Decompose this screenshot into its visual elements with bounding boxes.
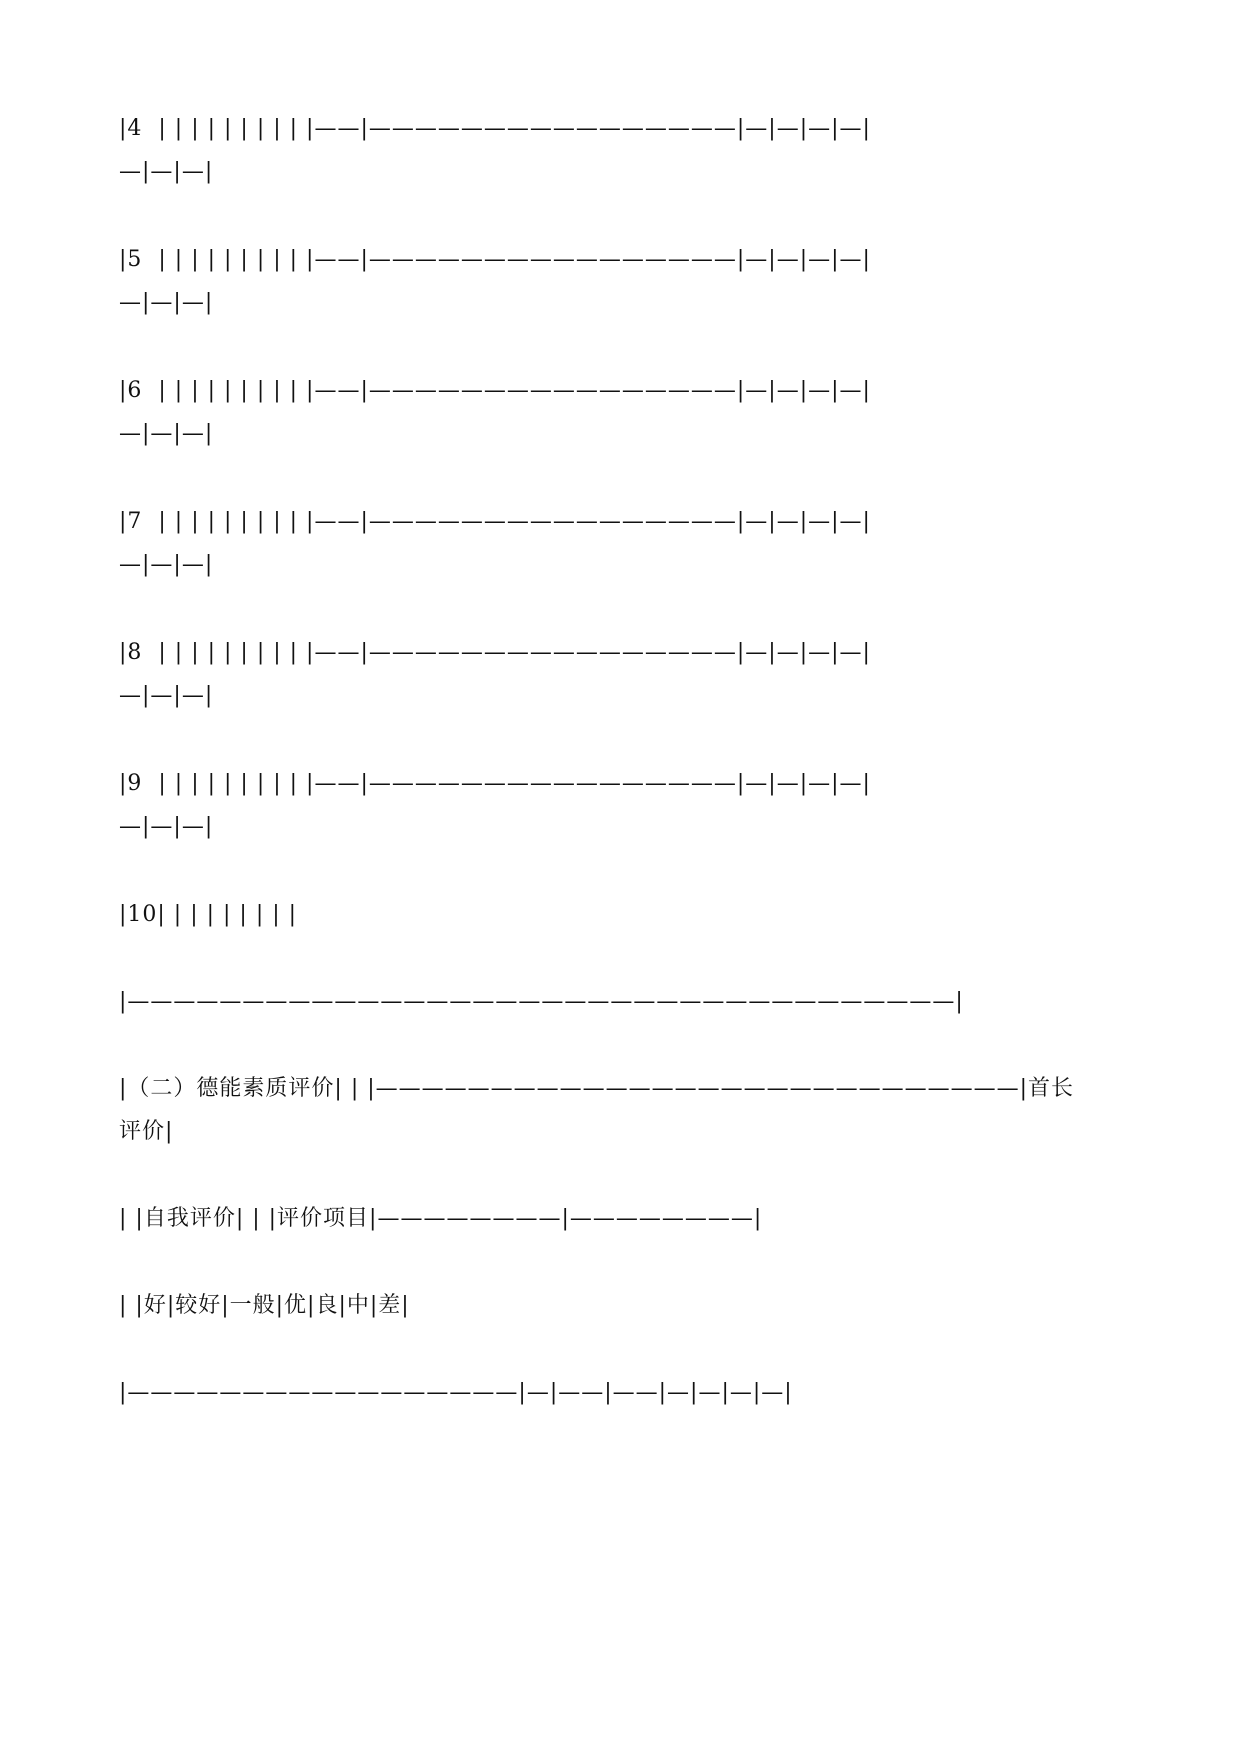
evaluation-header-row: | |自我评价| | |评价项目|————————|————————| <box>119 1206 763 1231</box>
table-row-4-continued: —|—|—| <box>119 159 214 184</box>
table-row-9-continued: —|—|—| <box>119 814 214 839</box>
section-heading-virtue-ability: |（二）德能素质评价| | |————————————————————————————|首长 <box>119 1076 1075 1101</box>
table-separator: |————————————————————————————————————| <box>119 989 964 1014</box>
grade-separator-row: |—————————————————|—|——|——|—|—|—|—| <box>119 1380 793 1405</box>
table-row-4: |4 | | | | | | | | | |——|————————————————|—|—|—|—| <box>119 116 871 141</box>
table-row-8-continued: —|—|—| <box>119 683 214 708</box>
table-row-8: |8 | | | | | | | | | |——|————————————————|—|—|—|—| <box>119 640 871 665</box>
table-row-6: |6 | | | | | | | | | |——|————————————————|—|—|—|—| <box>119 378 871 403</box>
section-heading-continued: 评价| <box>119 1119 174 1144</box>
table-row-7: |7 | | | | | | | | | |——|————————————————|—|—|—|—| <box>119 509 871 534</box>
table-row-5-continued: —|—|—| <box>119 290 214 315</box>
table-row-7-continued: —|—|—| <box>119 552 214 577</box>
table-row-6-continued: —|—|—| <box>119 421 214 446</box>
table-row-10: |10| | | | | | | | | <box>119 902 298 927</box>
grade-header-row: | |好|较好|一般|优|良|中|差| <box>119 1293 410 1318</box>
table-row-5: |5 | | | | | | | | | |——|————————————————|—|—|—|—| <box>119 247 871 272</box>
table-row-9: |9 | | | | | | | | | |——|————————————————|—|—|—|—| <box>119 771 871 796</box>
